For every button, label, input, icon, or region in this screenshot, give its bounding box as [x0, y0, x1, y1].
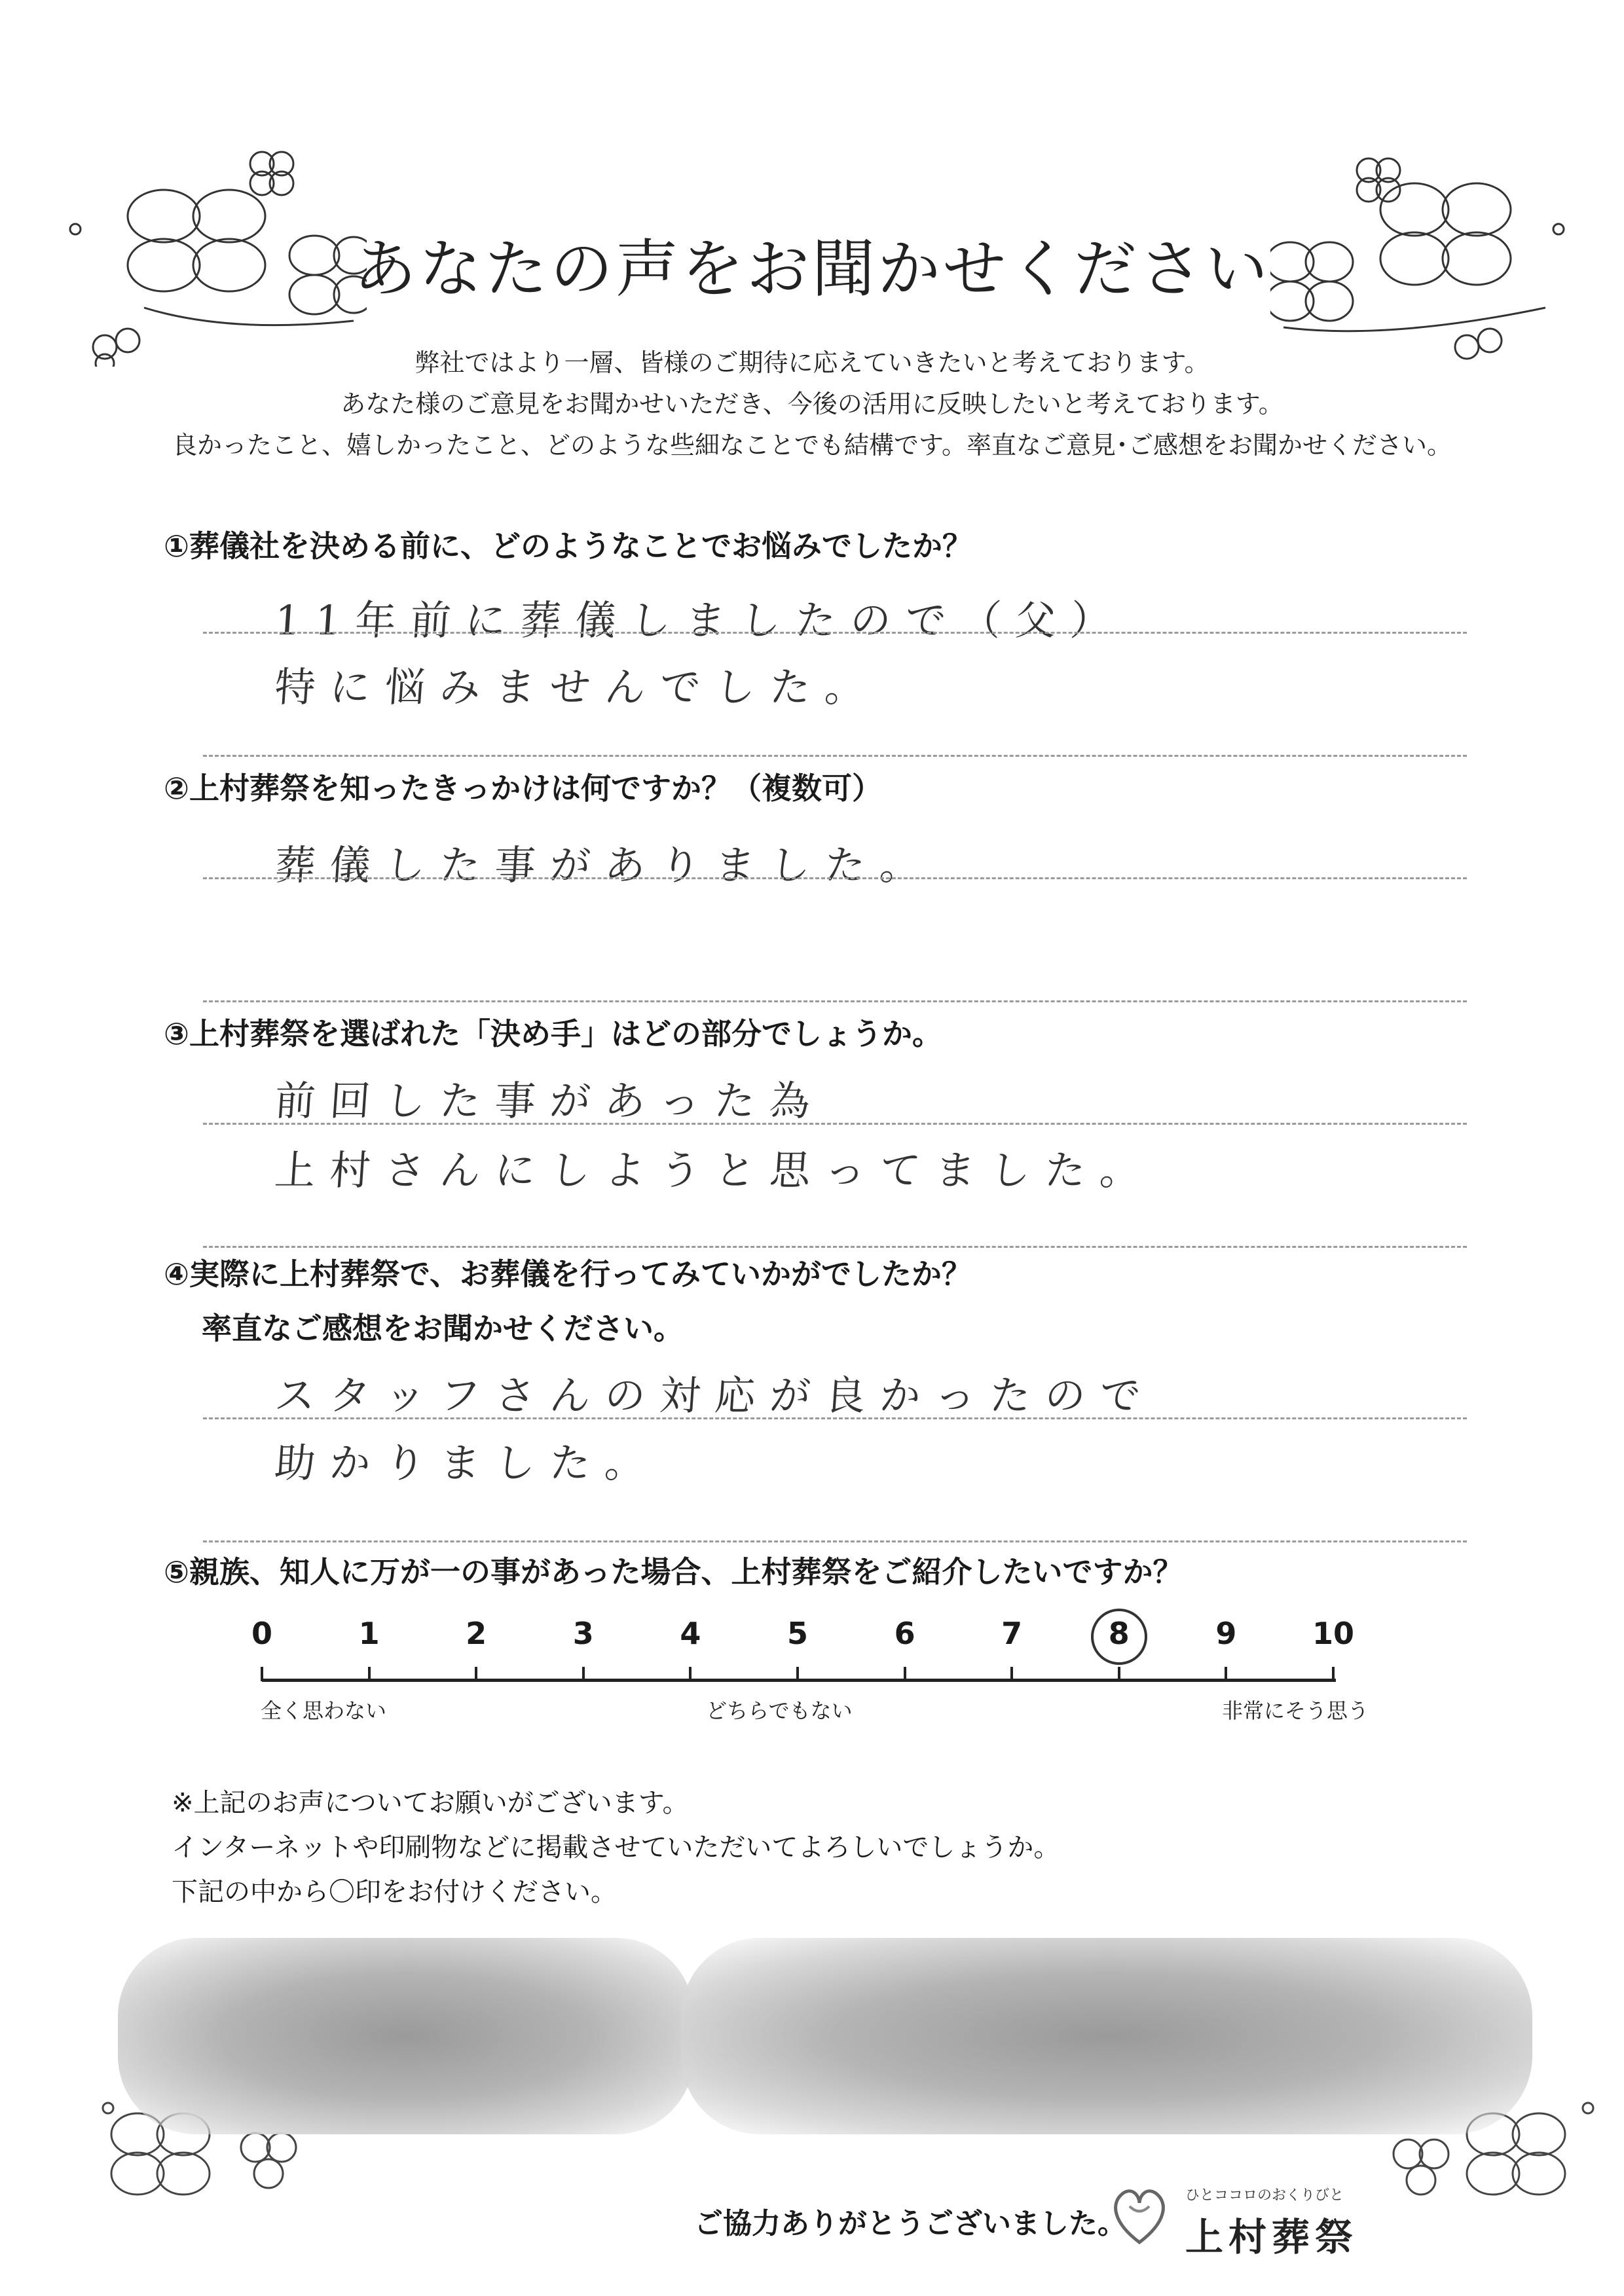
scale-value-2[interactable]: 2: [466, 1616, 487, 1651]
answer-line: [203, 1540, 1467, 1542]
brand-name: 上村葬祭: [1185, 2215, 1359, 2259]
question-3-label: ③上村葬祭を選ばれた「決め手」はどの部分でしょうか。: [164, 1016, 942, 1051]
redacted-area-right: [681, 1938, 1532, 2134]
scale-value-5[interactable]: 5: [786, 1616, 808, 1651]
permission-note-2: インターネットや印刷物などに掲載させていただいてよろしいでしょうか。: [172, 1832, 1060, 1863]
question-2-answer-1: 葬儀した事がありました。: [273, 841, 937, 889]
question-1-label: ①葬儀社を決める前に、どのようなことでお悩みでしたか？: [164, 528, 972, 564]
scale-value-6[interactable]: 6: [894, 1616, 915, 1651]
scale-value-1[interactable]: 1: [358, 1616, 380, 1651]
scale-value-10[interactable]: 10: [1312, 1616, 1354, 1651]
answer-line: [203, 1417, 1467, 1419]
scale-value-3[interactable]: 3: [572, 1616, 594, 1651]
question-4-answer-1: スタッフさんの対応が良かったので: [273, 1372, 1157, 1419]
question-1-answer-1: 11年前に葬儀しましたので（父）: [273, 596, 1128, 644]
thanks-message: ご協力ありがとうございました。: [694, 2207, 1126, 2240]
answer-line: [203, 1000, 1467, 1002]
scale-tick: [1010, 1667, 1013, 1681]
scale-tick: [796, 1667, 799, 1681]
heart-logo-icon: [1107, 2177, 1172, 2249]
intro-line-1: 弊社ではより一層、皆様のご期待に応えていきたいと考えております。: [415, 348, 1209, 377]
scale-high-label: 非常にそう思う: [1222, 1698, 1369, 1723]
page-title: あなたの声をお聞かせください: [354, 232, 1270, 306]
question-4-answer-2: 助かりました。: [273, 1439, 662, 1487]
intro-line-3: 良かったこと、嬉しかったこと、どのような些細なことでも結構です。率直なご意見･ご感想をお聞かせください。: [172, 431, 1452, 460]
scale-tick: [1225, 1667, 1227, 1681]
scale-tick: [1118, 1667, 1120, 1681]
answer-line: [203, 1246, 1467, 1248]
scale-mid-label: どちらでもない: [706, 1698, 853, 1723]
scale-tick: [475, 1667, 477, 1681]
scale-tick: [368, 1667, 371, 1681]
scale-value-8[interactable]: 8: [1108, 1616, 1130, 1651]
redacted-area-left: [118, 1938, 694, 2134]
permission-note-1: ※上記のお声についてお願いがございます。: [172, 1788, 689, 1818]
scale-tick: [1332, 1667, 1335, 1681]
permission-note-3: 下記の中から〇印をお付けください。: [172, 1877, 617, 1907]
scale-tick: [582, 1667, 585, 1681]
answer-line: [203, 1123, 1467, 1125]
brand-tagline: ひとココロのおくりびと: [1185, 2187, 1344, 2204]
scale-value-7[interactable]: 7: [1001, 1616, 1023, 1651]
scale-value-9[interactable]: 9: [1215, 1616, 1237, 1651]
answer-line: [203, 877, 1467, 879]
scale-tick: [904, 1667, 906, 1681]
answer-line: [203, 755, 1467, 757]
question-4-label-line-2: 率直なご感想をお聞かせください。: [202, 1311, 684, 1346]
answer-line: [203, 632, 1467, 634]
rating-scale-axis: [262, 1679, 1336, 1682]
scale-value-0[interactable]: 0: [251, 1616, 272, 1651]
question-3-answer-1: 前回した事があった為: [273, 1077, 826, 1125]
scale-value-4[interactable]: 4: [680, 1616, 701, 1651]
intro-line-2: あなた様のご意見をお聞かせいただき、今後の活用に反映したいと考えております。: [341, 390, 1283, 418]
scale-low-label: 全く思わない: [261, 1698, 387, 1723]
question-3-answer-2: 上村さんにしようと思ってました。: [273, 1146, 1157, 1194]
question-4-label: ④実際に上村葬祭で、お葬儀を行ってみていかがでしたか？: [164, 1256, 972, 1292]
question-5-label: ⑤親族、知人に万が一の事があった場合、上村葬祭をご紹介したいですか？: [164, 1554, 1183, 1590]
question-1-answer-2: 特に悩みませんでした。: [273, 663, 882, 711]
question-2-label: ②上村葬祭を知ったきっかけは何ですか？（複数可）: [164, 771, 882, 806]
selected-value-circle: [1091, 1609, 1147, 1665]
scale-tick: [689, 1667, 692, 1681]
scale-tick: [261, 1667, 263, 1681]
